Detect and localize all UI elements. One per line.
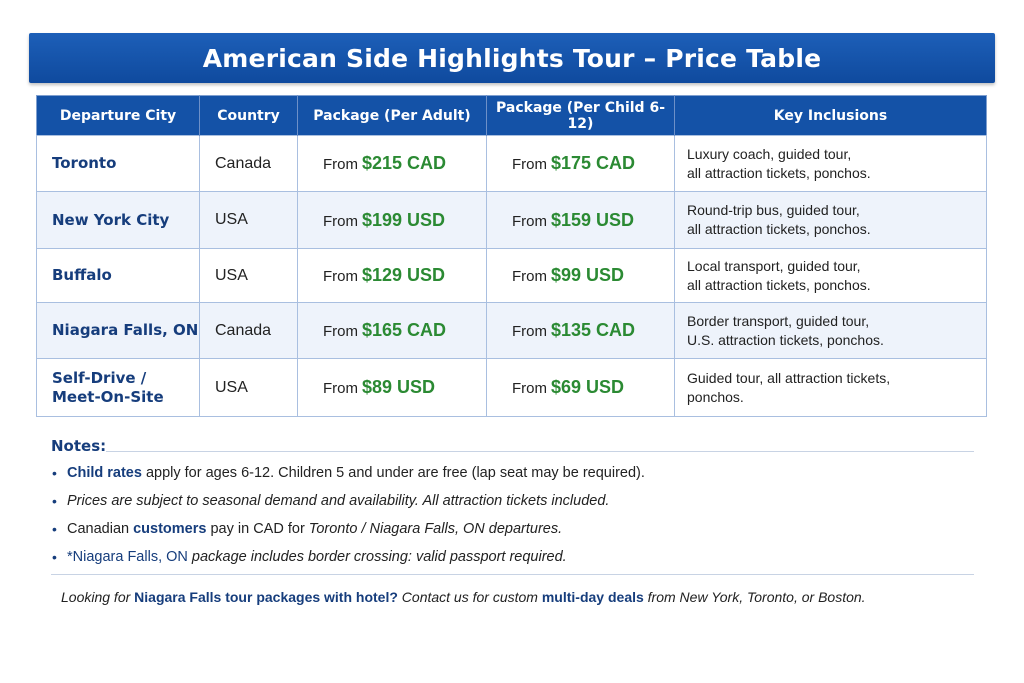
inclusions-line: Luxury coach, guided tour, [687,145,852,162]
inclusions-line: Border transport, guided tour, [687,312,870,329]
note-text: package includes border crossing: valid passport required. [187,549,567,565]
footer-divider [51,574,974,575]
country-cell: Canada [200,303,298,359]
departure-city-cell: Niagara Falls, ON [37,303,200,359]
inclusions-line: all attraction tickets, ponchos. [687,164,871,181]
price-prefix: From [512,323,547,340]
bullet-icon: • [52,493,57,509]
note-item [51,462,991,490]
column-header-key-inclusions: Key Inclusions [675,96,987,136]
note-text: pay in CAD for [206,521,309,537]
inclusions-line: ponchos. [687,388,744,405]
country-cell: USA [200,249,298,303]
footer-link-hotel-packages: Niagara Falls tour packages with hotel? [134,589,398,605]
inclusions-line: U.S. attraction tickets, ponchos. [687,331,884,348]
footer-text: from New York, Toronto, or Boston. [643,589,866,605]
price-prefix: From [512,156,547,173]
inclusions-line: Local transport, guided tour, [687,257,861,274]
footer-text: Looking for [61,589,135,605]
child-price-cell [487,249,675,303]
price-prefix: From [512,212,547,230]
note-item [51,518,991,546]
price-prefix: From [323,268,358,285]
inclusions-line: all attraction tickets, ponchos. [687,221,871,237]
bullet-icon: • [52,549,57,565]
title-banner [29,33,995,83]
departure-city-cell [37,359,200,417]
table-row [37,136,987,192]
column-header-adult-package: Package (Per Adult) [298,96,487,136]
departure-city-cell: New York City [37,192,200,249]
price-prefix: From [323,380,358,397]
inclusions-cell [675,359,987,417]
note-text: Prices are subject to seasonal demand and availability. All attraction tickets included. [67,493,610,509]
child-price-cell [487,192,675,249]
departure-city-cell: Toronto [37,136,200,192]
price-prefix: From [323,323,358,340]
inclusions-line: Guided tour, all attraction tickets, [687,369,891,386]
child-price-cell [487,359,675,417]
note-text: apply for ages 6-12. Children 5 and under are free (lap seat may be required). [141,465,645,481]
country-cell: Canada [200,136,298,192]
child-price-cell [487,303,675,359]
adult-price-cell [298,192,487,249]
departure-city-cell: Buffalo [37,249,200,303]
price-prefix: From [323,156,358,173]
inclusions-cell [675,136,987,192]
column-header-country: Country [200,96,298,136]
inclusions-cell [675,303,987,359]
table-row [37,192,987,249]
table-row [37,359,987,417]
note-highlight: customers [133,521,207,537]
inclusions-line: Round-trip bus, guided tour, [687,202,860,218]
inclusions-line: all attraction tickets, ponchos. [687,276,871,293]
adult-price: $215 CAD [362,153,447,173]
adult-price: $199 USD [362,209,446,230]
table-row [37,249,987,303]
bullet-icon: • [52,465,57,481]
adult-price: $129 USD [362,265,446,285]
note-item [51,546,991,574]
column-header-departure-city: Departure City [37,96,200,136]
notes-heading: Notes: [51,437,107,455]
footer-cta [61,589,866,605]
child-price-cell [487,136,675,192]
adult-price-cell [298,303,487,359]
child-price: $69 USD [551,377,625,397]
table-header-row [37,96,987,136]
inclusions-cell [675,249,987,303]
adult-price: $89 USD [362,377,436,397]
footer-link-multi-day-deals: multi-day deals [541,589,644,605]
child-price: $99 USD [551,265,625,285]
note-highlight: Child rates [67,465,142,481]
price-prefix: From [512,268,547,285]
inclusions-cell [675,192,987,249]
note-text: Canadian [67,521,134,537]
table-row [37,303,987,359]
page-title: American Side Highlights Tour – Price Table [202,43,822,73]
footer-text: Contact us for custom [397,589,542,605]
column-header-child-package: Package (Per Child 6-12) [487,96,675,136]
adult-price-cell [298,136,487,192]
child-price: $135 CAD [551,320,636,340]
child-price: $175 CAD [551,153,636,173]
price-prefix: From [512,380,547,397]
country-cell: USA [200,359,298,417]
price-prefix: From [323,212,358,230]
city-line: Self-Drive / [52,368,147,387]
city-line: Meet-On-Site [52,387,164,406]
adult-price-cell [298,249,487,303]
notes-list [51,462,991,574]
adult-price-cell [298,359,487,417]
child-price: $159 USD [551,209,635,230]
notes-divider [106,451,974,452]
note-highlight: *Niagara Falls, ON [67,549,188,565]
country-cell: USA [200,192,298,249]
price-table [36,95,987,417]
adult-price: $165 CAD [362,320,447,340]
bullet-icon: • [52,521,57,537]
note-text: Toronto / Niagara Falls, ON departures. [308,521,563,537]
note-item [51,490,991,518]
